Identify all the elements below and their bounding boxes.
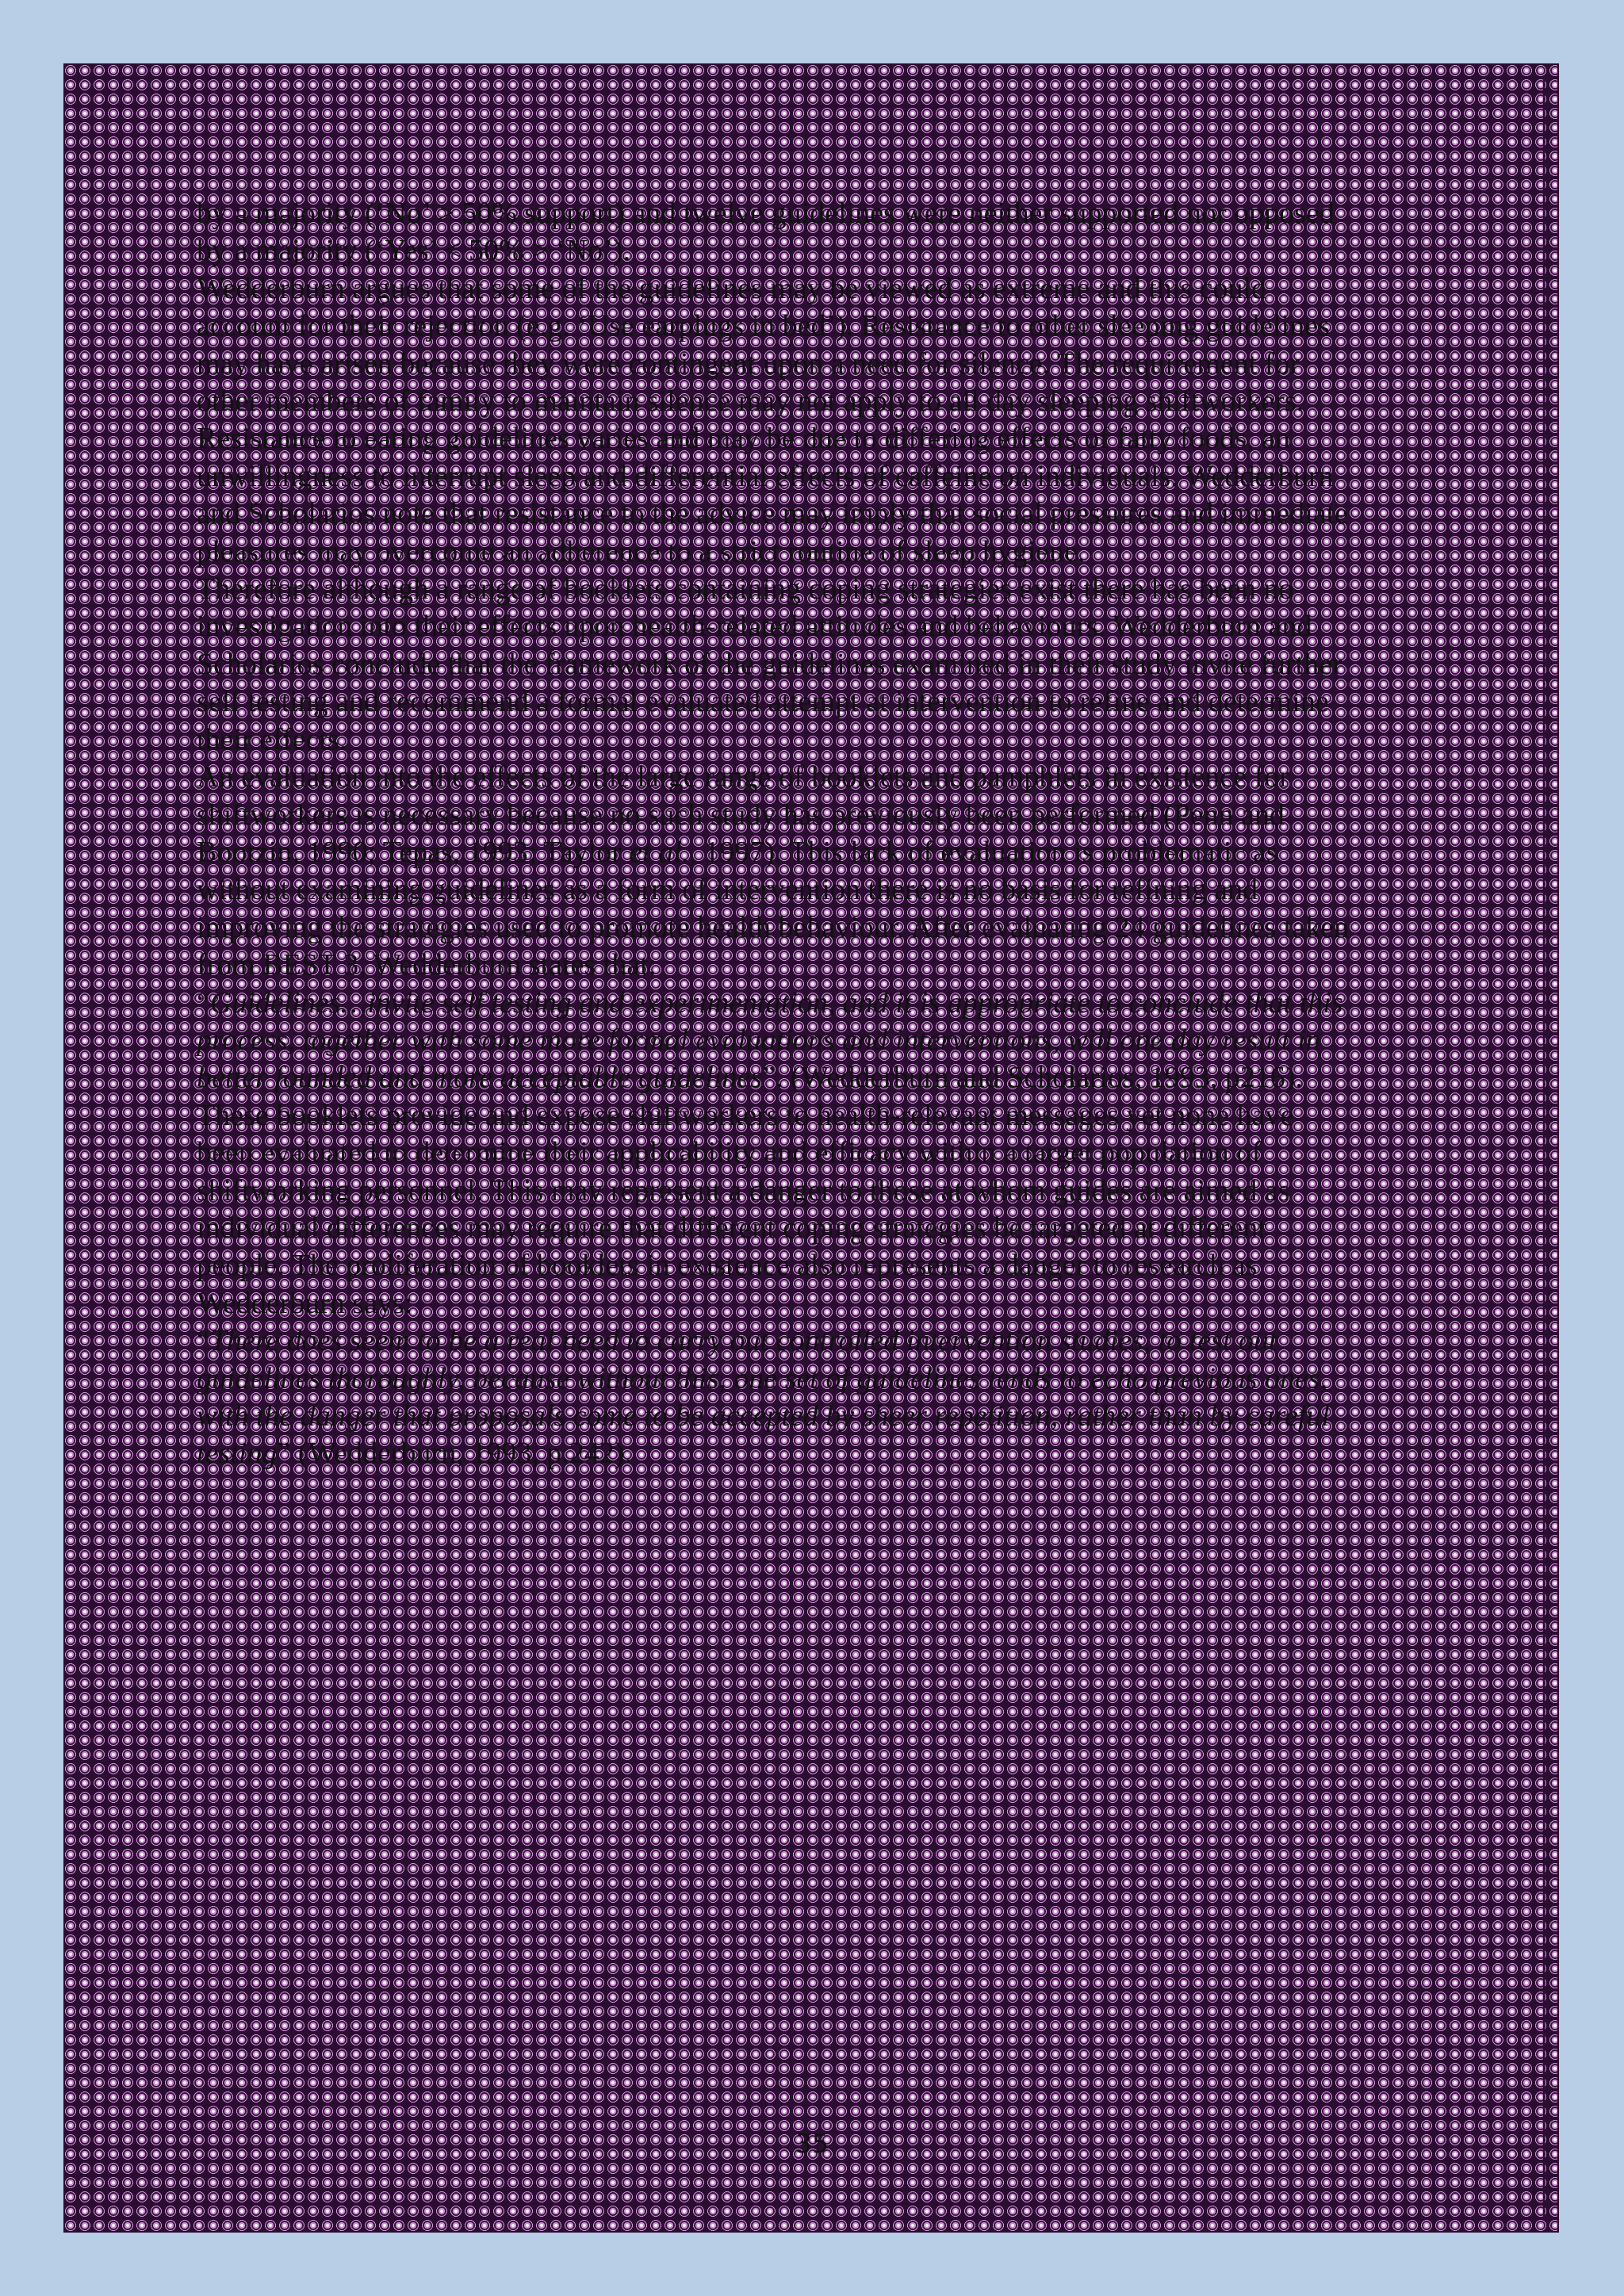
text-run: “ [197,985,210,1020]
text-run-italic: There does seem to be a real need to carry out controlled intervention studies, to test out guidelines thoroughly, because without this, one set of guidelines tends to echo previous ones, with the danger that proposals come to be accepted by sheer repetition, rather than by careful testing [197,1324,1330,1471]
paragraph [197,270,1354,571]
paragraph [197,195,1354,270]
quote-paragraph [197,1322,1354,1473]
text-run: ” (Wedderburn, 1993, p.242). [277,1437,632,1471]
text-run: These booklets provide and expose shiftworkers to health-relevant messages yet none have been evaluated to determine their applicability and efficacy within a target population of shiftworking personnel. This may represent a danger to those at whom guides are aimed as individual differences may require that different coping strategies be targeted at different people. The proliferation of booklets in existence also represents a danger to research as Wedderburn says: [197,1098,1294,1320]
text-run: 1997). This lack of evaluation is problematic as without examining guidelines as a form of intervention there is no basis for refining and improving the strategies used to promote health behaviour. After evaluating 24 guidelines taken from BEST 3, Wedderburn states that: [197,835,1350,982]
text-run-italic: et al., [629,835,697,869]
text-run-italic: Guidelines…invite self testing and experimentation, and it is appropriate to conclude that this process, together with some more formal evaluations and interventions, will one day result in better founded and more acceptable guidelines [197,985,1343,1095]
paragraph [197,759,1354,984]
quote-paragraph [197,985,1354,1097]
text-run: by a majority (‘No’ > 50% support) and twelve guidelines were neither supported nor opposed by a majority (‘Yes’ < 50% > ‘No’). [197,197,1335,268]
text-run: “ [197,1324,210,1358]
text-run: An evaluation into the effects of the large range of booklets and pamphlets in existence for shiftworkers is necessary because no such study has previously been performed (Penn and Bootzin, 1990; Tepas, 1993; Taylor [197,760,1289,869]
text-run: Therefore although a range of booklets containing coping strategies exist there has been no investigation into their effects upon health-related attitudes and behaviours. Wedderburn and Scholarios conclude that the framework of the guidelines examined in their study invite further self testing and recommend a formal evaluated attempt at intervention to refine and determine their effects. [197,572,1342,756]
paragraph [197,1097,1354,1322]
text-run: Wedderburn argues that some of the guidelines may be viewed as extreme and this could account for their rejection (e.g. ‘Use earplugs in bed’). Resistance to other sleeping guidelines may have arisen because they were contingent upon a need for silence. The requirement for other members of family to maintain silence may not apply to all day sleeping shiftworkers. Resistance to eating guidelines varies and may be due to differing effects of fatty foods, an unwillingness to interrupt sleep and differential effects of caffeine on individuals. Wedderburn and Scholarios note that resistance to the advice may imply that social pressures and immediate pleasures may overcome an adherence to a strict routine of sleep hygiene. [197,271,1349,568]
page-number: 35 [795,2128,829,2159]
text-run: ”. (Wedderburn and Scholarios, 1993, p216). [762,1061,1303,1095]
paragraph [197,571,1354,759]
body-text [197,195,1354,1473]
